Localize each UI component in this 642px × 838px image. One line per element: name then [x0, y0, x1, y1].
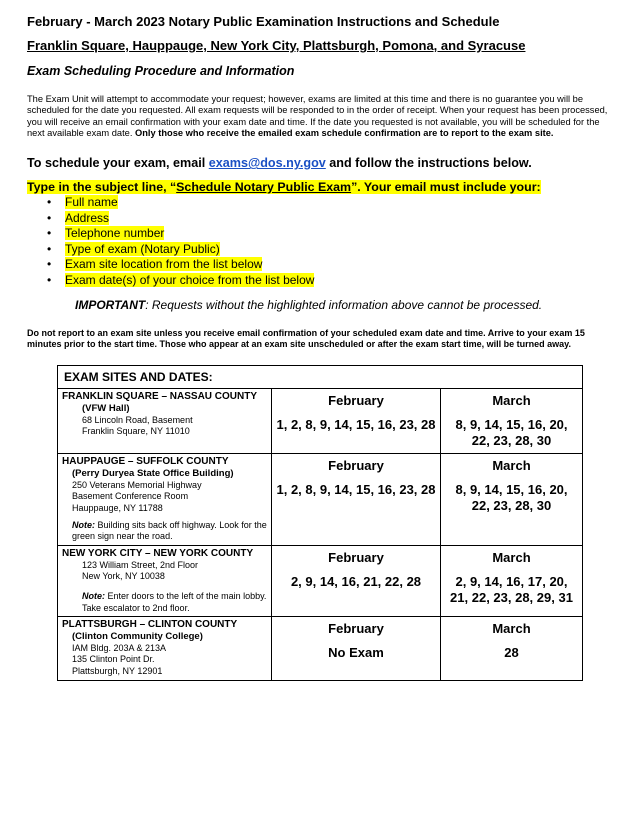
table-row: [58, 389, 583, 454]
site-address: Franklin Square, NY 11010: [82, 426, 190, 437]
february-dates: February 1, 2, 8, 9, 14, 15, 16, 23, 28: [272, 389, 441, 454]
table-row: [58, 545, 583, 616]
site-venue: (Perry Duryea State Office Building): [72, 468, 234, 480]
site-address: Plattsburgh, NY 12901: [72, 665, 163, 676]
site-address: 68 Lincoln Road, Basement: [82, 414, 193, 425]
site-address: 123 William Street, 2nd Floor: [82, 559, 199, 570]
exam-email-link[interactable]: exams@dos.ny.gov: [208, 156, 326, 171]
site-name: PLATTSBURGH – CLINTON COUNTY: [62, 619, 238, 631]
site-location: [58, 454, 272, 546]
intro-text: The Exam Unit will attempt to accommodate your request; however, exams are limited at this time and there is no guarantee you will be scheduled for the date you requested. All exam requests will be responded to in the order of receipt. When your request has been processed, you will receive an email confirmation with your exam date and time. If the date you requested is not available, you will be scheduled for the next available exam date.: [27, 94, 608, 138]
february-dates: February 2, 9, 14, 16, 21, 22, 28: [272, 545, 441, 616]
site-location: [58, 389, 272, 454]
site-name: HAUPPAUGE – SUFFOLK COUNTY: [62, 456, 229, 468]
site-address: New York, NY 10038: [82, 571, 165, 582]
important-label: IMPORTANT: [75, 298, 146, 313]
site-venue: (VFW Hall): [82, 403, 130, 415]
schedule-prefix: To schedule your exam, email: [27, 156, 209, 171]
list-item: • Telephone number: [47, 226, 619, 242]
site-address: Basement Conference Room: [72, 491, 189, 502]
site-location: [58, 617, 272, 680]
intro-bold-text: Only those who receive the emailed exam schedule confirmation are to report to the exam site.: [135, 127, 554, 138]
site-note: Note: Enter doors to the left of the main lobby. Take escalator to 2nd floor.: [82, 590, 267, 613]
subject-prefix: Type in the subject line, “: [27, 180, 177, 195]
march-dates: March 8, 9, 14, 15, 16, 20, 22, 23, 28, 30: [441, 389, 583, 454]
subject-instruction: [27, 179, 619, 195]
table-row: [58, 454, 583, 546]
document-page: [27, 14, 619, 681]
march-dates: March 8, 9, 14, 15, 16, 20, 22, 23, 28, 30: [441, 454, 583, 546]
site-address: 250 Veterans Memorial Highway: [72, 479, 202, 490]
march-dates: March 28: [441, 617, 583, 680]
document-title: February - March 2023 Notary Public Examination Instructions and Schedule: [27, 14, 500, 29]
site-address: 135 Clinton Point Dr.: [72, 654, 155, 665]
list-item: • Exam site location from the list below: [47, 257, 619, 273]
march-dates: March 2, 9, 14, 16, 17, 20, 21, 22, 23, 28, 29, 31: [441, 545, 583, 616]
intro-paragraph: [27, 94, 619, 139]
february-dates: February No Exam: [272, 617, 441, 680]
site-note: Note: Building sits back off highway. Look for the green sign near the road.: [72, 519, 267, 542]
schedule-suffix: and follow the instructions below.: [325, 156, 532, 171]
list-item: • Type of exam (Notary Public): [47, 242, 619, 258]
list-item: • Exam date(s) of your choice from the list below: [47, 273, 619, 289]
arrival-notice: Do not report to an exam site unless you receive email confirmation of your scheduled exam date and time. Arrive to your exam 15 minutes prior to the start time. Those who appear at an exam site unscheduled or after the exam start time, will be turned away.: [27, 328, 585, 349]
requirements-list: [27, 195, 619, 288]
list-item: • Address: [47, 211, 619, 227]
subject-suffix: ”. Your email must include your:: [351, 180, 541, 195]
important-note: [27, 297, 619, 313]
important-text: : Requests without the highlighted information above cannot be processed.: [145, 298, 543, 313]
section-title: Exam Scheduling Procedure and Information: [27, 64, 295, 78]
february-dates: February 1, 2, 8, 9, 14, 15, 16, 23, 28: [272, 454, 441, 546]
schedule-instruction: [27, 155, 619, 171]
site-venue: (Clinton Community College): [72, 631, 203, 643]
exam-sites-table: [57, 365, 583, 680]
site-address: Hauppauge, NY 11788: [72, 502, 163, 513]
site-address: IAM Bldg. 203A & 213A: [72, 642, 167, 653]
table-header: EXAM SITES AND DATES:: [58, 366, 583, 389]
table-row: [58, 617, 583, 680]
locations-line: Franklin Square, Hauppauge, New York City, Plattsburgh, Pomona, and Syracuse: [27, 38, 526, 53]
site-location: [58, 545, 272, 616]
subject-line-text: Schedule Notary Public Exam: [176, 180, 352, 195]
site-name: NEW YORK CITY – NEW YORK COUNTY: [62, 547, 254, 559]
list-item: • Full name: [47, 195, 619, 211]
site-name: FRANKLIN SQUARE – NASSAU COUNTY: [62, 391, 258, 403]
